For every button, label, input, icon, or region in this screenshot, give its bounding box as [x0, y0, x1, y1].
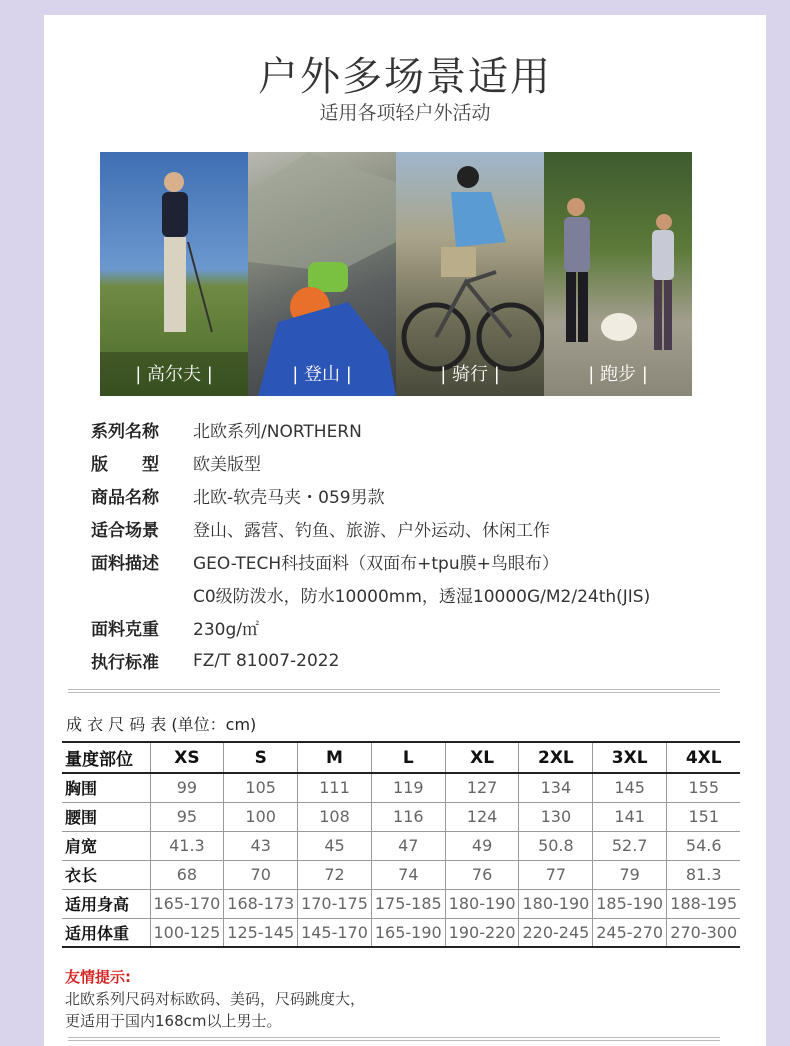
table-cell: 145 — [593, 773, 667, 802]
table-cell: 130 — [519, 802, 593, 831]
spec-row — [91, 611, 751, 644]
header-cell: XL — [445, 742, 519, 773]
tip-line: 更适用于国内168cm以上男士。 — [65, 1012, 282, 1030]
header-cell: 量度部位 — [65, 750, 133, 770]
table-cell: 77 — [519, 860, 593, 889]
golfer-photo — [100, 152, 248, 396]
table-cell: 79 — [593, 860, 667, 889]
table-cell: 180-190 — [445, 889, 519, 918]
table-cell: 81.3 — [667, 860, 741, 889]
spec-label: 适合场景 — [91, 521, 159, 541]
spec-label: 执行标准 — [91, 653, 159, 673]
row-label: 胸围 — [65, 779, 98, 799]
table-cell: 165-170 — [150, 889, 224, 918]
header-cell: M — [298, 742, 372, 773]
table-cell: 45 — [298, 831, 372, 860]
table-cell: 47 — [371, 831, 445, 860]
table-cell: 125-145 — [224, 918, 298, 947]
table-cell: 270-300 — [667, 918, 741, 947]
spec-row — [91, 512, 751, 545]
table-cell: 105 — [224, 773, 298, 802]
row-label: 适用身高 — [65, 895, 130, 914]
size-table — [62, 741, 740, 948]
table-cell: 99 — [150, 773, 224, 802]
table-cell: 245-270 — [593, 918, 667, 947]
table-cell: 50.8 — [519, 831, 593, 860]
table-cell: 41.3 — [150, 831, 224, 860]
spec-value: 欧美版型 — [193, 455, 261, 475]
spec-row — [91, 479, 751, 512]
size-table-header — [62, 742, 740, 773]
table-cell: 141 — [593, 802, 667, 831]
table-row — [62, 918, 740, 947]
table-cell: 127 — [445, 773, 519, 802]
table-row — [62, 773, 740, 802]
tip-line: 北欧系列尺码对标欧码、美码，尺码跳度大， — [65, 990, 366, 1008]
runners-photo — [544, 152, 692, 396]
table-cell: 185-190 — [593, 889, 667, 918]
table-row — [62, 802, 740, 831]
table-cell: 190-220 — [445, 918, 519, 947]
table-cell: 180-190 — [519, 889, 593, 918]
row-label: 肩宽 — [65, 837, 98, 856]
table-cell: 170-175 — [298, 889, 372, 918]
spec-label: 版 型 — [91, 455, 159, 475]
table-row — [62, 860, 740, 889]
table-cell: 134 — [519, 773, 593, 802]
table-cell: 111 — [298, 773, 372, 802]
table-cell: 100-125 — [150, 918, 224, 947]
photo-caption: | 跑步 | — [588, 364, 648, 385]
table-cell: 72 — [298, 860, 372, 889]
spec-label: 面料克重 — [91, 620, 159, 640]
table-cell: 151 — [667, 802, 741, 831]
tip-title: 友情提示: — [65, 968, 131, 986]
spec-value: 北欧-软壳马夹・059男款 — [193, 488, 385, 508]
table-cell: 108 — [298, 802, 372, 831]
spec-row — [91, 545, 751, 578]
header-cell: S — [224, 742, 298, 773]
header-cell: L — [371, 742, 445, 773]
divider — [68, 1037, 720, 1041]
spec-label: 商品名称 — [91, 488, 159, 508]
spec-label: 系列名称 — [91, 422, 159, 442]
header-cell: 4XL — [667, 742, 741, 773]
spec-value: FZ/T 81007-2022 — [193, 650, 340, 671]
spec-row — [91, 578, 751, 611]
table-cell: 76 — [445, 860, 519, 889]
table-cell: 54.6 — [667, 831, 741, 860]
row-label: 衣长 — [65, 866, 98, 885]
photo-caption: | 骑行 | — [440, 364, 500, 385]
page-subtitle: 适用各项轻户外活动 — [319, 102, 491, 124]
table-cell: 145-170 — [298, 918, 372, 947]
table-row — [62, 889, 740, 918]
spec-value: 登山、露营、钓鱼、旅游、户外运动、休闲工作 — [193, 521, 550, 541]
table-cell: 168-173 — [224, 889, 298, 918]
page-title: 户外多场景适用 — [258, 54, 552, 100]
photo-caption: | 登山 | — [292, 364, 352, 385]
header-cell: XS — [150, 742, 224, 773]
divider — [68, 689, 720, 693]
row-label: 腰围 — [65, 808, 98, 827]
table-cell: 74 — [371, 860, 445, 889]
table-cell: 95 — [150, 802, 224, 831]
table-cell: 119 — [371, 773, 445, 802]
climber-photo — [248, 152, 396, 396]
spec-row — [91, 446, 751, 479]
spec-value: C0级防泼水，防水10000mm，透湿10000G/M2/24th(JIS) — [193, 587, 651, 607]
cyclist-photo — [396, 152, 544, 396]
table-cell: 68 — [150, 860, 224, 889]
table-cell: 155 — [667, 773, 741, 802]
table-cell: 124 — [445, 802, 519, 831]
table-cell: 188-195 — [667, 889, 741, 918]
table-row — [62, 831, 740, 860]
table-cell: 220-245 — [519, 918, 593, 947]
table-cell: 43 — [224, 831, 298, 860]
table-cell: 100 — [224, 802, 298, 831]
table-cell: 52.7 — [593, 831, 667, 860]
table-cell: 165-190 — [371, 918, 445, 947]
spec-value: 北欧系列/NORTHERN — [193, 422, 362, 442]
scenario-photos — [100, 152, 692, 396]
table-cell: 116 — [371, 802, 445, 831]
table-cell: 175-185 — [371, 889, 445, 918]
product-detail-sheet — [44, 15, 766, 1046]
spec-list — [91, 413, 751, 677]
table-cell: 70 — [224, 860, 298, 889]
spec-row — [91, 413, 751, 446]
spec-row — [91, 644, 751, 677]
photo-caption: | 高尔夫 | — [135, 364, 213, 385]
spec-value: 230g/㎡ — [193, 620, 259, 640]
row-label: 适用体重 — [65, 923, 130, 943]
spec-label: 面料描述 — [91, 554, 159, 574]
spec-value: GEO-TECH科技面料（双面布+tpu膜+鸟眼布） — [193, 554, 559, 574]
size-table-caption: 成 衣 尺 码 表 (单位：cm) — [66, 715, 257, 734]
header-cell: 3XL — [593, 742, 667, 773]
header-cell: 2XL — [519, 742, 593, 773]
table-cell: 49 — [445, 831, 519, 860]
